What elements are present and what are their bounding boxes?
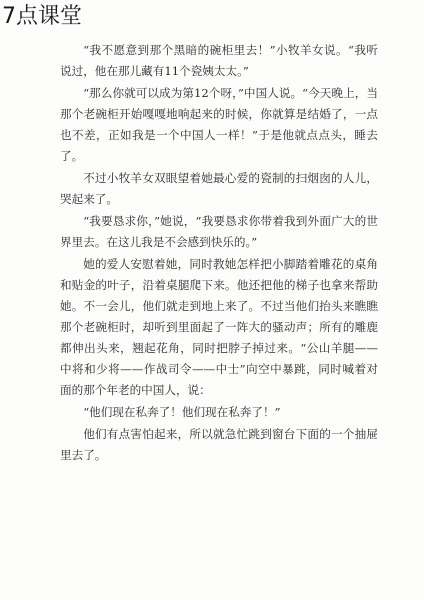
paragraph: 不过小牧羊女双眼望着她最心爱的瓷制的扫烟囱的人儿，哭起来了。 xyxy=(60,171,378,206)
scanned-text-block xyxy=(60,40,378,466)
paragraph: “那么你就可以成为第12个呀，”中国人说。“今天晚上，当那个老碗柜开始嘎嘎地响起来的时候，你就算是结婚了，一点也不差，正如我是一个中国人一样！”于是他就点点头，睡去了。 xyxy=(60,86,378,163)
paragraph: 他们有点害怕起来，所以就急忙跳到窗台下面的一个抽屉里去了。 xyxy=(60,427,378,462)
paragraph: “他们现在私奔了！他们现在私奔了！” xyxy=(83,405,281,419)
paragraph: 她的爱人安慰着她，同时教她怎样把小脚踏着雕花的桌角和贴金的叶子，沿着桌腿爬下来。他还把他的梯子也拿来帮助她。不一会儿，他们就走到地上来了。不过当他们抬头来瞧瞧那个老碗柜时，却听到里面起了一阵大的骚动声；所有的雕鹿都伸出头来，翘起花角，同时把脖子掉过来。“公山羊腿——中将和少将——作战司令——中士”向空中暴跳，同时喊着对面的那个年老的中国人，说： xyxy=(60,257,378,397)
paragraph: “我不愿意到那个黑暗的碗柜里去！”小牧羊女说。“我听说过，他在那儿藏有11个瓷姨太太。” xyxy=(60,43,378,78)
site-title: 7点课堂 xyxy=(2,4,82,29)
paragraph: “我要恳求你，”她说，“我要恳求你带着我到外面广大的世界里去。在这儿我是不会感到快乐的。” xyxy=(60,214,378,249)
